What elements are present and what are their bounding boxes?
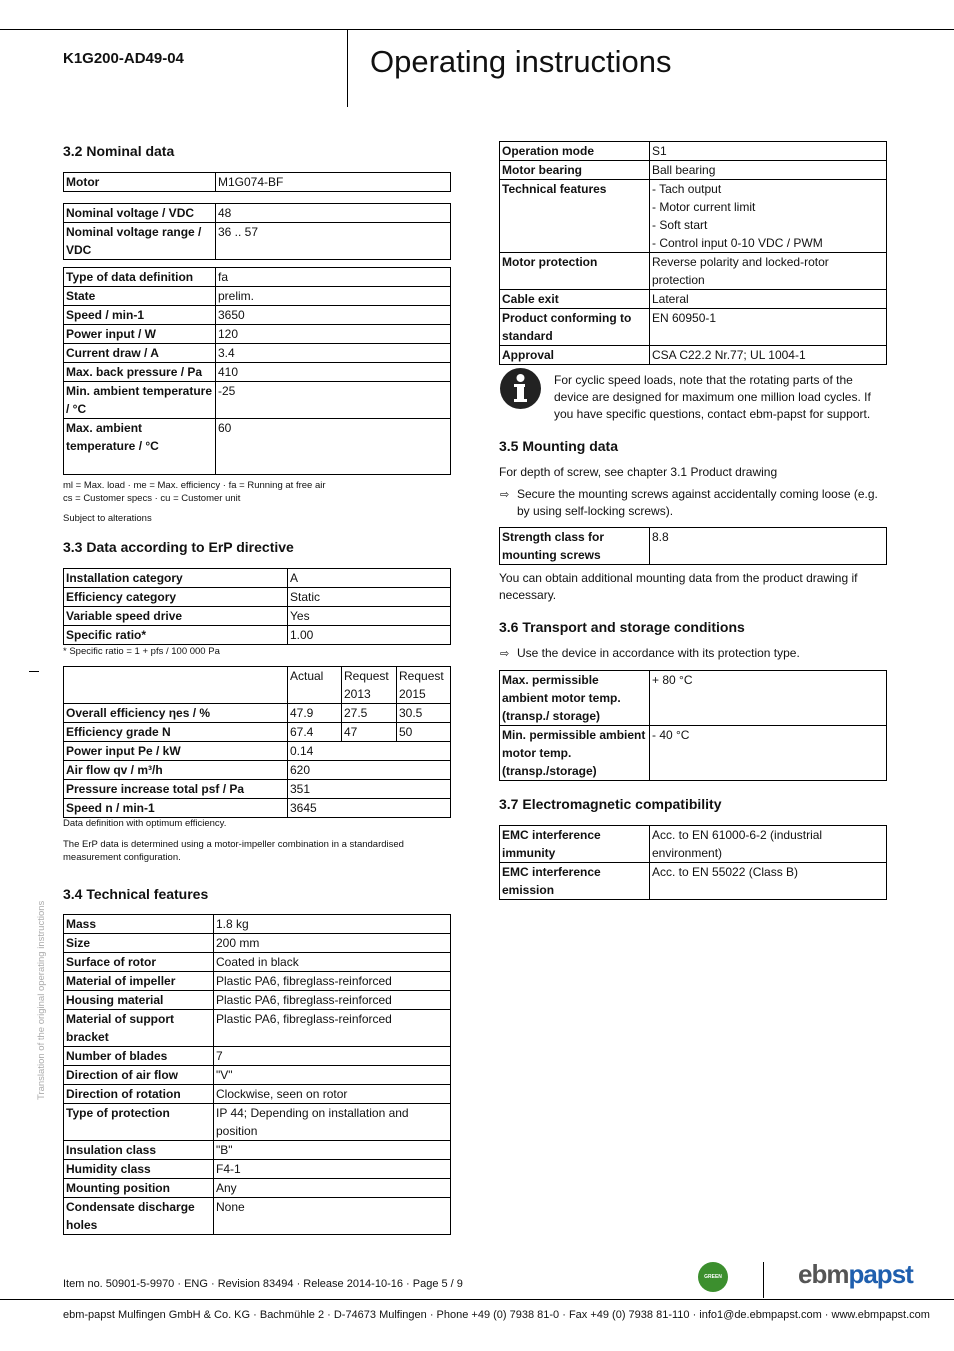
motor-table: Motor M1G074-BF xyxy=(63,172,451,192)
section-heading-erp: 3.3 Data according to ErP directive xyxy=(63,539,294,555)
header-divider xyxy=(347,29,348,107)
arrow-icon: ⇨ xyxy=(500,648,510,660)
mounting-table: Strength class for mounting screws 8.8 xyxy=(499,527,887,565)
mounting-text-1: For depth of screw, see chapter 3.1 Product drawing xyxy=(499,465,778,479)
model-number: K1G200-AD49-04 xyxy=(63,50,184,67)
tech-table: Mass 1.8 kg Size 200 mm Surface of rotor Coated in black Material of impeller Plastic PA6, fibreglass-reinforced Housing material Plastic PA6, fibreglass-reinforced Material of support bracket Plastic PA6, fibreglass-reinforced Number of blades 7 Direction of air flow "V" Direction of rotation Clockwise, seen on rotor Type of protection IP 44; Depending on installation and position Insulation class "B" Humidity class F4-1 Mounting position Any Condensate discharge holes None xyxy=(63,914,451,1235)
footer-address: ebm-papst Mulfingen GmbH & Co. KG · Bachmühle 2 · D-74673 Mulfingen · Phone +49 (0) 7938 81-0 · Fax +49 (0) 7938 81-110 · info1@de.ebmpapst.com · www.ebmpapst.com xyxy=(63,1309,930,1321)
green-tech-badge: GREEN TECH xyxy=(698,1262,728,1292)
footer-item-info: Item no. 50901-5-9970 · ENG · Revision 83494 · Release 2014-10-16 · Page 5 / 9 xyxy=(63,1278,463,1290)
info-icon xyxy=(500,368,541,409)
section-heading-transport: 3.6 Transport and storage conditions xyxy=(499,619,745,635)
voltage-table: Nominal voltage / VDC 48 Nominal voltage range / VDC 36 .. 57 xyxy=(63,203,451,260)
erp-footnote: * Specific ratio = 1 + pfs / 100 000 Pa xyxy=(63,646,220,657)
info-text: For cyclic speed loads, note that the rotating parts of the device are designed for maximum one million load cycles. If you have specific questions, contact ebm-papst for support. xyxy=(554,373,871,421)
subject-note: Subject to alterations xyxy=(63,513,152,524)
footer-divider xyxy=(763,1262,764,1298)
transport-table: Max. permissible ambient motor temp. (transp./ storage) + 80 °C Min. permissible ambient motor temp. (transp./storage) - 40 °C xyxy=(499,670,887,781)
section-heading-nominal: 3.2 Nominal data xyxy=(63,143,175,159)
side-note: Translation of the original operating instructions xyxy=(36,900,47,1100)
page-title: Operating instructions xyxy=(370,44,672,79)
operation-table: Operation mode S1 Motor bearing Ball bearing Technical features - Tach output - Motor current limit - Soft start - Control input 0-10 VDC / PWM Motor protection Reverse polarity and locked-rotor protection Cable exit Lateral Product conforming to standard EN 60950-1 Approval CSA C22.2 Nr.77; UL 1004-1 xyxy=(499,141,887,365)
erp-note-2: The ErP data is determined using a motor-impeller combination in a standardised measurement configuration. xyxy=(63,839,404,863)
mounting-bullet: Secure the mounting screws against accidentally coming loose (e.g. by using self-locking screws). xyxy=(517,487,878,518)
footer-rule xyxy=(0,1299,954,1300)
section-heading-tech: 3.4 Technical features xyxy=(63,886,209,902)
legend-line-2: cs = Customer specs · cu = Customer unit xyxy=(63,493,241,504)
ebmpapst-logo: ebmpapst xyxy=(798,1259,913,1289)
erp-note-1: Data definition with optimum efficiency. xyxy=(63,818,227,829)
arrow-icon: ⇨ xyxy=(500,489,510,501)
legend-line-1: ml = Max. load · me = Max. efficiency · fa = Running at free air xyxy=(63,480,326,491)
erp-table: Installation category A Efficiency category Static Variable speed drive Yes Specific ratio* 1.00 xyxy=(63,568,451,645)
header-top-rule xyxy=(0,29,954,30)
fold-mark xyxy=(29,671,39,672)
transport-bullet: Use the device in accordance with its protection type. xyxy=(517,646,800,660)
nominal-table: Type of data definition fa State prelim. Speed / min-1 3650 Power input / W 120 Current draw / A 3.4 Max. back pressure / Pa 410 Min. ambient temperature / °C -25 Max. ambient temperature / °C 60 xyxy=(63,267,451,475)
section-heading-emc: 3.7 Electromagnetic compatibility xyxy=(499,796,722,812)
mounting-text-2: You can obtain additional mounting data from the product drawing if necessary. xyxy=(499,571,858,602)
emc-table: EMC interference immunity Acc. to EN 61000-6-2 (industrial environment) EMC interference emission Acc. to EN 55022 (Class B) xyxy=(499,825,887,900)
section-heading-mounting: 3.5 Mounting data xyxy=(499,438,618,454)
erp-efficiency-table: Actual Request 2013 Request 2015 Overall efficiency ηes / % 47.9 27.5 30.5 Efficiency grade N 67.4 47 50 Power input Pe / kW 0.14 Air flow qv / m³/h 620 Pressure increase total psf / Pa 351 Speed n / min-1 3645 xyxy=(63,666,451,818)
